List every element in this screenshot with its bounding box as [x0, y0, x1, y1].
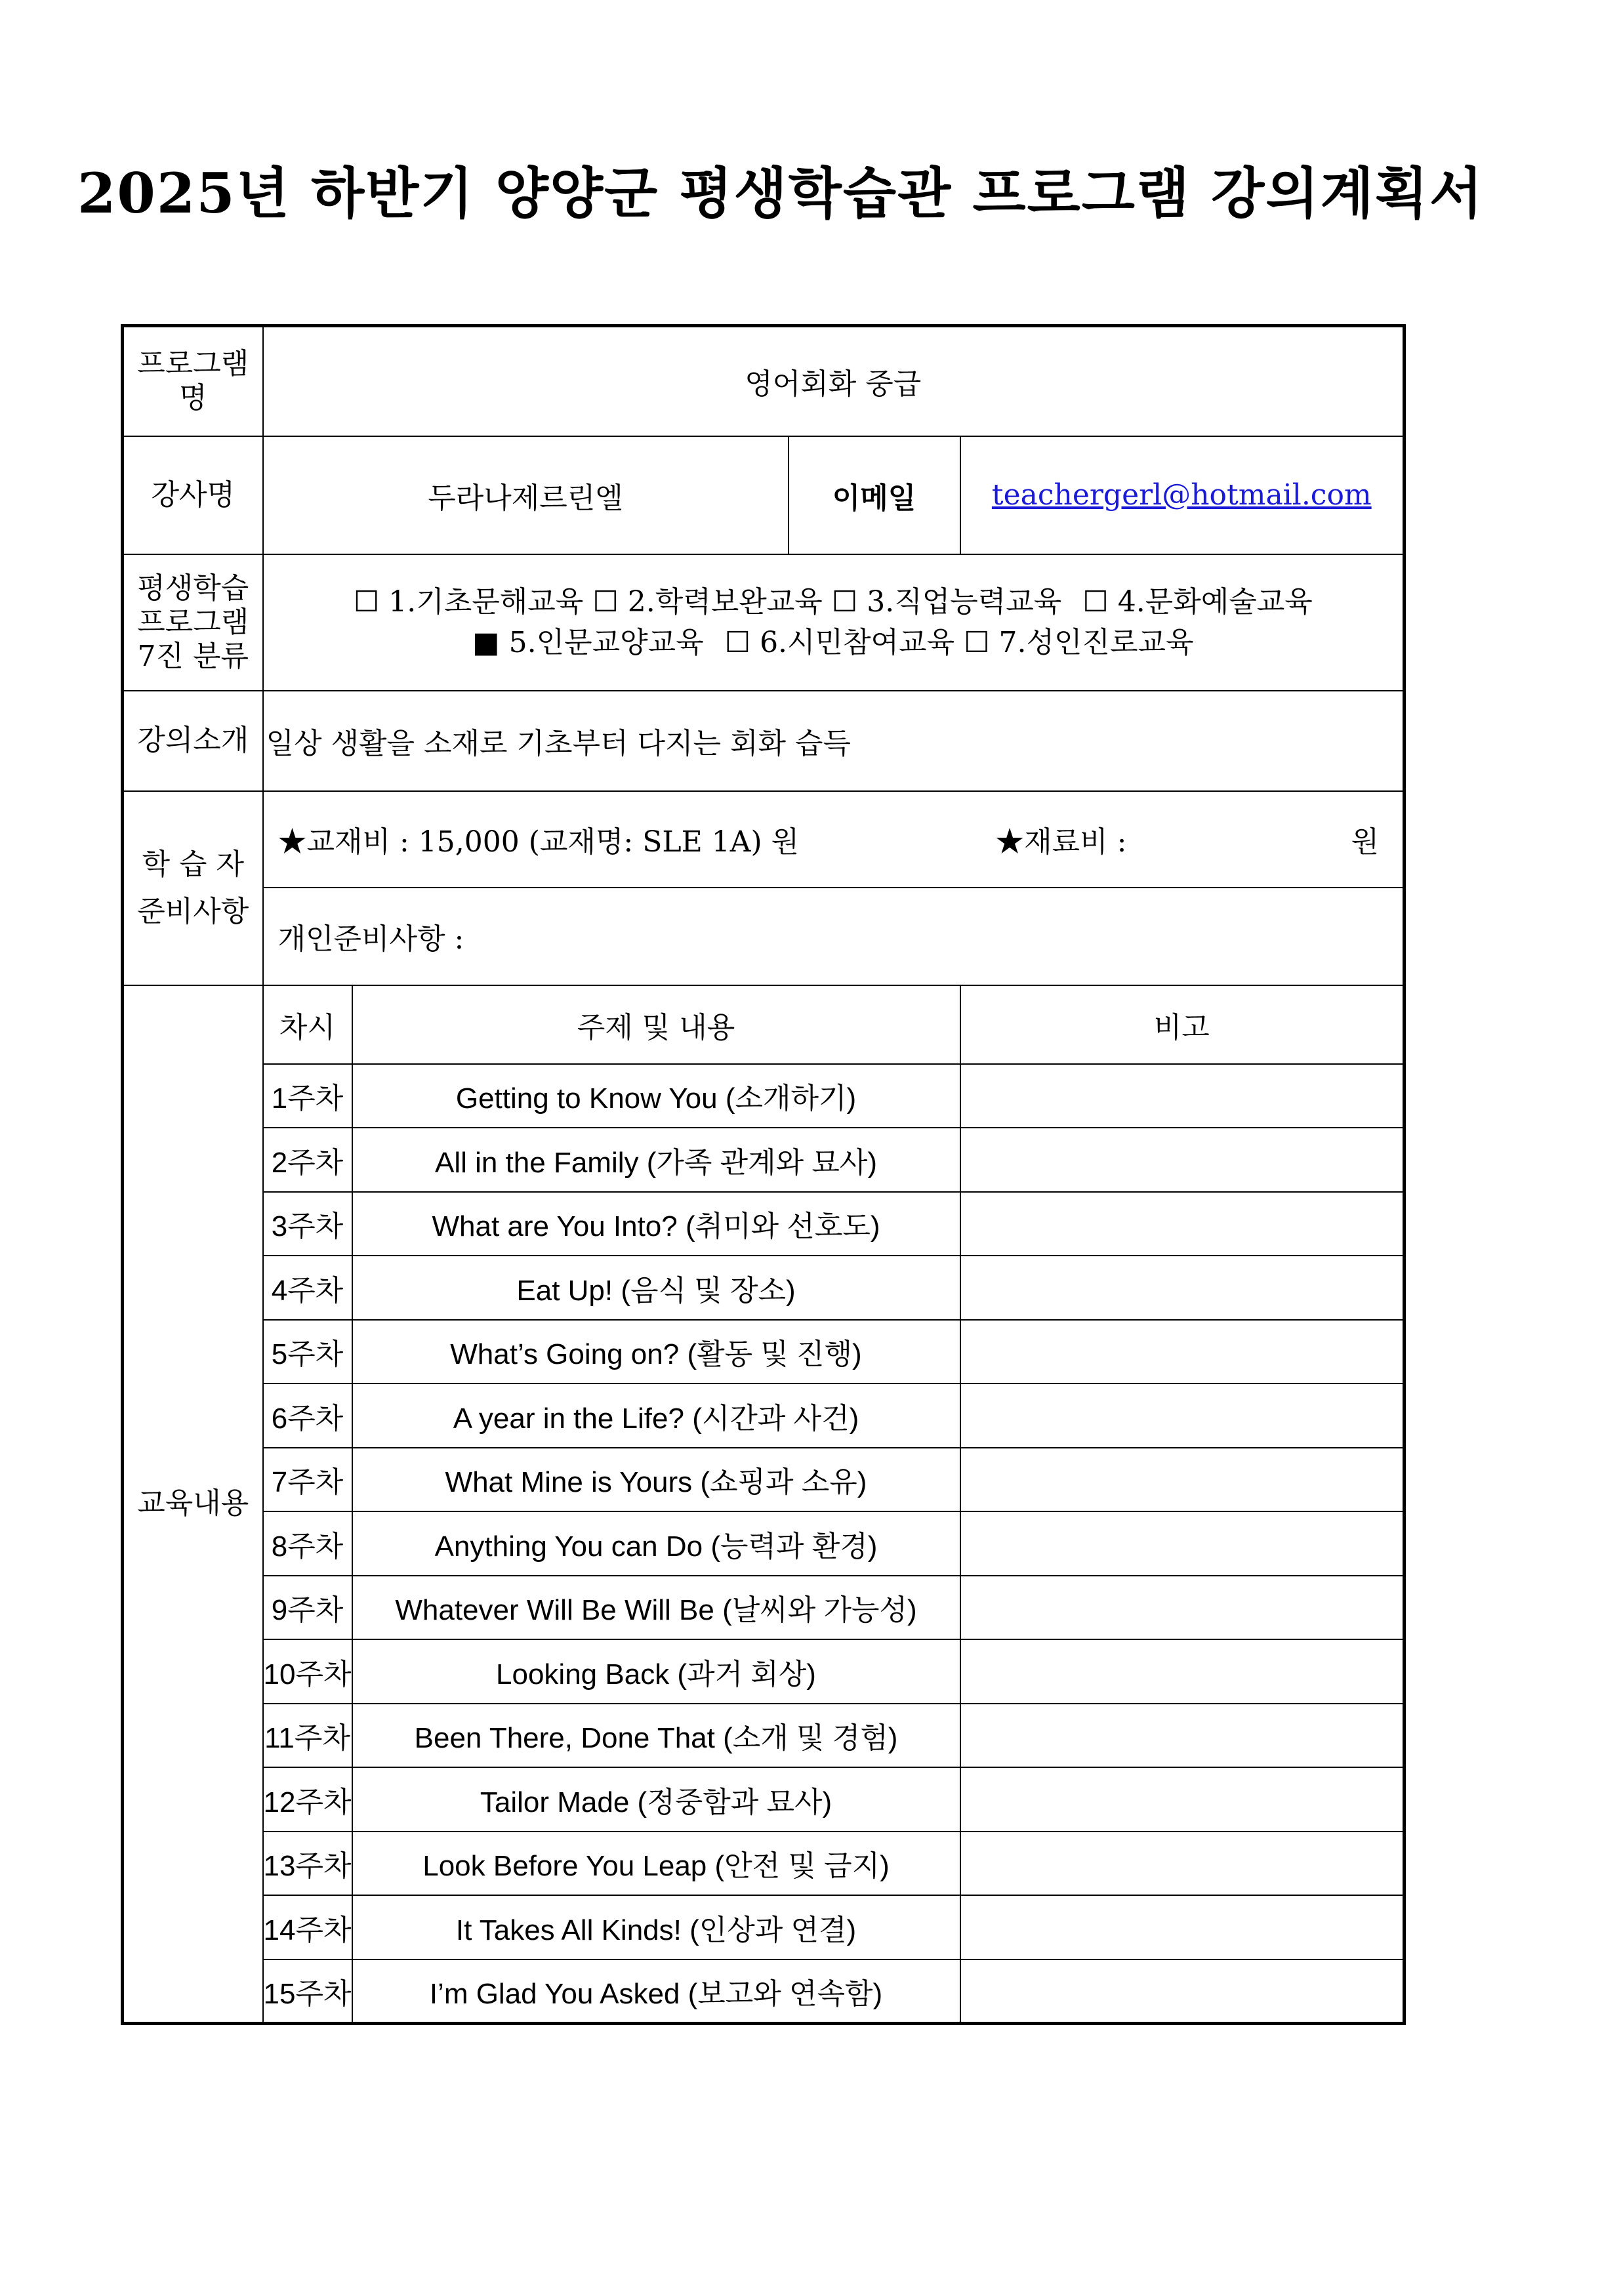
note-cell: [960, 1639, 1405, 1704]
note-cell: [960, 1064, 1405, 1128]
week-cell: 7주차: [263, 1448, 352, 1512]
table-row: [123, 1767, 1405, 1832]
note-cell: [960, 1384, 1405, 1448]
table-row: [123, 1128, 1405, 1192]
week-cell: 1주차: [263, 1064, 352, 1128]
category-label: [123, 554, 263, 691]
topic-cell: Eat Up! (음식 및 장소): [352, 1256, 960, 1320]
week-cell: 5주차: [263, 1320, 352, 1384]
table-row: [123, 1576, 1405, 1640]
category-option: 2.학력보완교육: [627, 584, 823, 619]
program-row: [123, 326, 1405, 436]
week-cell: 9주차: [263, 1576, 352, 1640]
week-cell: 14주차: [263, 1895, 352, 1959]
material-fee-unit: 원: [1351, 825, 1380, 859]
table-row: [123, 1704, 1405, 1768]
note-cell: [960, 1448, 1405, 1512]
table-row: [123, 1832, 1405, 1896]
curriculum-header-row: [123, 985, 1405, 1064]
material-fee-label: ★재료비 :: [995, 825, 1127, 859]
note-cell: [960, 1704, 1405, 1768]
topic-cell: Been There, Done That (소개 및 경험): [352, 1704, 960, 1768]
checkbox-icon[interactable]: ☐: [1082, 584, 1109, 619]
prep-row-1: [123, 791, 1405, 888]
note-cell: [960, 1320, 1405, 1384]
topic-cell: Looking Back (과거 회상): [352, 1639, 960, 1704]
instructor-label: 강사명: [123, 436, 263, 554]
week-cell: 8주차: [263, 1511, 352, 1576]
week-cell: 13주차: [263, 1832, 352, 1896]
table-row: [123, 1192, 1405, 1256]
table-row: [123, 1511, 1405, 1576]
prep-label: [123, 791, 263, 985]
checkbox-icon[interactable]: ☐: [724, 625, 751, 659]
category-option: 3.직업능력교육: [867, 584, 1062, 619]
table-row: [123, 1320, 1405, 1384]
week-cell: 10주차: [263, 1639, 352, 1704]
checkbox-icon[interactable]: ☐: [353, 584, 380, 619]
intro-value: 일상 생활을 소재로 기초부터 다지는 회화 습득: [263, 691, 1405, 791]
topic-cell: All in the Family (가족 관계와 묘사): [352, 1128, 960, 1192]
category-label-line: 평생학습: [137, 571, 249, 605]
category-line-2: [272, 623, 1395, 663]
topic-cell: Look Before You Leap (안전 및 금지): [352, 1832, 960, 1896]
week-cell: 3주차: [263, 1192, 352, 1256]
lecture-plan-table: [121, 324, 1406, 2025]
topic-cell: Whatever Will Be Will Be (날씨와 가능성): [352, 1576, 960, 1640]
topic-cell: Tailor Made (정중함과 묘사): [352, 1767, 960, 1832]
program-value: 영어회화 중급: [263, 326, 1405, 436]
category-option: 4.문화예술교육: [1117, 584, 1313, 619]
table-row: [123, 1256, 1405, 1320]
material-fee: [995, 818, 1379, 860]
table-row: [123, 1448, 1405, 1512]
category-option: 1.기초문해교육: [388, 584, 584, 619]
category-label-line: 7진 분류: [137, 639, 249, 673]
note-cell: [960, 1895, 1405, 1959]
week-cell: 6주차: [263, 1384, 352, 1448]
prep-materials-line: [278, 818, 1380, 860]
topic-cell: It Takes All Kinds! (인상과 연결): [352, 1895, 960, 1959]
personal-prep: 개인준비사항 :: [263, 888, 1405, 985]
category-options: [263, 554, 1405, 691]
week-cell: 12주차: [263, 1767, 352, 1832]
email-cell: [960, 436, 1405, 554]
instructor-name: 두라나제르린엘: [263, 436, 789, 554]
textbook-fee: ★교재비 : 15,000 (교재명: SLE 1A) 원: [277, 825, 800, 859]
topic-cell: Anything You can Do (능력과 환경): [352, 1511, 960, 1576]
table-row: [123, 1384, 1405, 1448]
checkbox-checked-icon[interactable]: ■: [472, 625, 500, 659]
category-option: 6.시민참여교육: [760, 625, 955, 659]
prep-materials: [263, 791, 1405, 888]
note-cell: [960, 1511, 1405, 1576]
week-cell: 2주차: [263, 1128, 352, 1192]
note-cell: [960, 1128, 1405, 1192]
topic-cell: A year in the Life? (시간과 사건): [352, 1384, 960, 1448]
topic-cell: What are You Into? (취미와 선호도): [352, 1192, 960, 1256]
checkbox-icon[interactable]: ☐: [831, 584, 858, 619]
category-row: [123, 554, 1405, 691]
document-title: 2025년 하반기 양양군 평생학습관 프로그램 강의계획서: [77, 161, 1485, 226]
week-cell: 11주차: [263, 1704, 352, 1768]
topic-cell: Getting to Know You (소개하기): [352, 1064, 960, 1128]
intro-label: 강의소개: [123, 691, 263, 791]
topic-cell: What’s Going on? (활동 및 진행): [352, 1320, 960, 1384]
checkbox-icon[interactable]: ☐: [964, 625, 990, 659]
email-label: 이메일: [789, 436, 960, 554]
table-row: [123, 1959, 1405, 2024]
week-cell: 15주차: [263, 1959, 352, 2024]
email-link[interactable]: teachergerl@hotmail.com: [991, 478, 1372, 512]
category-label-line: 프로그램: [137, 605, 249, 639]
table-row: [123, 1895, 1405, 1959]
note-cell: [960, 1767, 1405, 1832]
week-cell: 4주차: [263, 1256, 352, 1320]
program-label: 프로그램명: [123, 326, 263, 436]
intro-row: [123, 691, 1405, 791]
note-cell: [960, 1256, 1405, 1320]
category-option: 7.성인진로교육: [998, 625, 1194, 659]
instructor-row: [123, 436, 1405, 554]
topic-cell: I’m Glad You Asked (보고와 연속함): [352, 1959, 960, 2024]
topic-header: 주제 및 내용: [352, 985, 960, 1064]
week-header: 차시: [263, 985, 352, 1064]
note-cell: [960, 1192, 1405, 1256]
category-line-1: [272, 582, 1395, 623]
checkbox-icon[interactable]: ☐: [592, 584, 619, 619]
table-row: [123, 1639, 1405, 1704]
category-option: 5.인문교양교육: [508, 625, 704, 659]
note-cell: [960, 1832, 1405, 1896]
topic-cell: What Mine is Yours (쇼핑과 소유): [352, 1448, 960, 1512]
curriculum-label: 교육내용: [123, 985, 263, 2024]
table-row: [123, 1064, 1405, 1128]
prep-label-line: 학 습 자: [142, 847, 244, 881]
prep-row-2: [123, 888, 1405, 985]
note-cell: [960, 1576, 1405, 1640]
note-cell: [960, 1959, 1405, 2024]
prep-label-line: 준비사항: [137, 894, 249, 928]
note-header: 비고: [960, 985, 1405, 1064]
